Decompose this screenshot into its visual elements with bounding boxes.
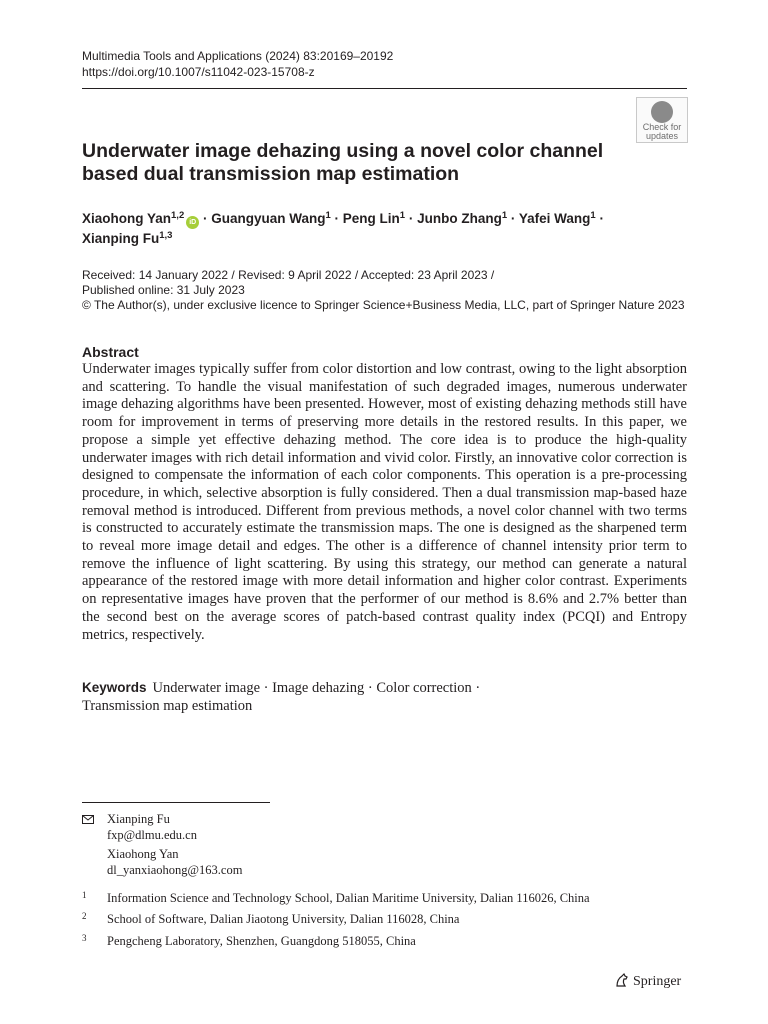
journal-citation: Multimedia Tools and Applications (2024) 83:20169–20192: [82, 49, 394, 63]
title-line-2: based dual transmission map estimation: [82, 163, 460, 185]
corresponding-author: [107, 847, 242, 878]
title-line-1: Underwater image dehazing using a novel color channel: [82, 140, 604, 162]
author-name: Yafei Wang: [518, 211, 591, 226]
affiliation-number: 3: [82, 933, 87, 943]
dates-line-1: Received: 14 January 2022 / Revised: 9 April 2022 / Accepted: 23 April 2023 /: [82, 268, 495, 282]
abstract-heading: Abstract: [82, 344, 139, 360]
keywords-label: Keywords: [82, 680, 147, 695]
paper-title: [82, 140, 642, 186]
corresponding-author: [107, 812, 197, 843]
publisher-name: Springer: [633, 974, 682, 989]
check-updates-line1: Check for: [642, 122, 682, 132]
affiliation-text: Pengcheng Laboratory, Shenzhen, Guangdong 518055, China: [107, 934, 416, 948]
copyright-line: © The Author(s), under exclusive licence to Springer Science+Business Media, LLC, part of Springer Nature 2023: [82, 298, 685, 312]
crossmark-icon: [651, 101, 673, 123]
author-affiliation-sup: 1: [501, 210, 508, 221]
footnote-divider: [82, 802, 270, 803]
check-updates-line2: updates: [645, 131, 679, 141]
author-name: Junbo Zhang: [417, 211, 502, 226]
author-name: Peng Lin: [342, 211, 400, 226]
doi-link[interactable]: https://doi.org/10.1007/s11042-023-15708-z: [82, 65, 315, 79]
correspondent-email[interactable]: dl_yanxiaohong@163.com: [107, 862, 243, 877]
dates-line-2: Published online: 31 July 2023: [82, 283, 245, 297]
keywords-section: [82, 679, 687, 715]
affiliation-text: School of Software, Dalian Jiaotong University, Dalian 116028, China: [107, 912, 460, 926]
publication-history: [82, 268, 687, 313]
correspondent-name: Xianping Fu: [107, 812, 170, 826]
keywords-line-1: Underwater image · Image dehazing · Color correction ·: [152, 680, 481, 696]
journal-header: [82, 48, 393, 80]
author-affiliation-sup: 1,2: [171, 210, 185, 221]
author-name: Guangyuan Wang: [211, 211, 326, 226]
abstract-text: Underwater images typically suffer from color distortion and low contrast, owing to the light absorption and scattering. To handle the visual manifestation of such degraded images, numerous underwater image dehazing algorithms have been presented. However, most of existing dehazing methods still have room for improvement in terms of preserving more details in the restored results. In this paper, we propose a simple yet effective dehazing method. The core idea is to produce the high-quality underwater images with rich detail information and vivid color. Firstly, an innovative color correction is designed to compensate the information of each color components. This operation is a pre-processing procedure, in which, selective absorption is fully considered. Then a dual transmission map-based haze removal method is introduced. Different from previous methods, a novel color channel with two terms is constructed to accurately estimate the transmission maps. The one is designed as the sharpened term to reveal more image detail and edges. The other is a difference of channel intensity prior term to remove the influence of light scattering. By using this strategy, our method can generate a natural appearance of the restored image with more detail information and higher color contrast. Experiments on representative images have proven that the performer of our method is 8.6% and 2.7% better than the second best on the average scores of patch-based contrast quality index (PCQI) and Entropy metrics, respectively.: [82, 361, 687, 643]
author-affiliation-sup: 1: [325, 210, 331, 221]
header-divider: [82, 88, 687, 89]
author-list: Xiaohong Yan$^{1,2}$iD · Guangyuan Wang$^1$ · Peng Lin$^1$ · Junbo Zhang$^1$ · Yafei Wang$^1$ · Xianping Fu$^{1,3}$: [82, 210, 604, 246]
author-affiliation-sup: 1: [590, 210, 596, 221]
keywords-line-2: Transmission map estimation: [82, 697, 253, 714]
author-name: Xiaohong Yan: [82, 211, 172, 226]
springer-logo: [614, 972, 681, 991]
author-affiliation-sup: 1: [399, 210, 406, 221]
affiliation-text: Information Science and Technology School, Dalian Maritime University, Dalian 116026, China: [107, 891, 590, 905]
correspondent-name: Xiaohong Yan: [107, 847, 179, 861]
affiliation-number: 2: [82, 911, 87, 921]
author-name: Xianping Fu: [82, 231, 160, 246]
orcid-icon[interactable]: iD: [186, 216, 199, 229]
correspondent-email[interactable]: fxp@dlmu.edu.cn: [107, 827, 197, 842]
author-affiliation-sup: 1,3: [159, 230, 173, 241]
check-for-updates-badge[interactable]: [636, 97, 688, 143]
envelope-icon: [82, 815, 94, 824]
springer-horse-icon: [614, 972, 630, 988]
affiliation-number: 1: [82, 890, 87, 900]
